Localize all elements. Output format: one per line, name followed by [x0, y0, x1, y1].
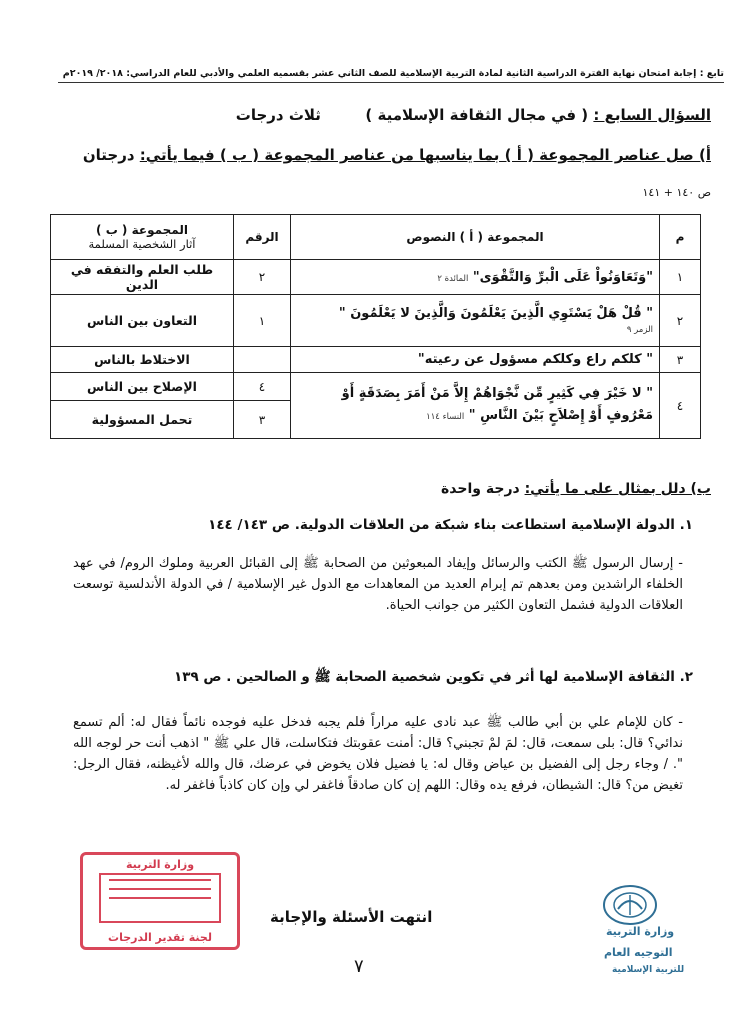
row-text: [291, 347, 660, 373]
row-source: الزمر ٩: [626, 324, 653, 335]
item-2-text: ٢. الثقافة الإسلامية لها أثر في تكوين شخصية الصحابة ﷺ و الصالحين .: [226, 669, 693, 685]
matching-table: [50, 214, 701, 439]
header-group-b: [51, 215, 234, 260]
logo-line-2: التوجيه العام: [604, 946, 673, 959]
part-a-label: أ) صل عناصر المجموعة ( أ ) بما يناسبها من عناصر المجموعة ( ب ) فيما يأتي:: [139, 146, 711, 164]
row-trait: التعاون بين الناس: [51, 295, 234, 347]
grading-stamp: [80, 852, 240, 950]
row-trait: الاختلاط بالناس: [51, 347, 234, 373]
row-rank: [234, 347, 291, 373]
logo-line-1: وزارة التربية: [606, 925, 675, 938]
question-number: السؤال السابع :: [593, 106, 711, 124]
answer-2-paragraph: - كان للإمام علي بن أبي طالب ﷺ عبد نادى عليه مراراً فلم يجبه فدخل عليه فوجده نائماً فقال له: ألم تسمع ندائي؟ قال: بلى سمعت، قال: لمَ لمْ تجبني؟ قال: أمنت عقوبتك فتكاسلت، قال علي ﷺ " اذهب أنت حر لوجه الله ". / وجاء رجل إلى الفضيل بن عياض وقال له: يا فضيل فلان يخوض في عرضك، قال والله لأغيظنه، فقال الرجل: تغيض من؟ قال: الشيطان، فرفع يده وقال: اللهم إن كان صادقاً فاغفر لي وإن كان كاذباً فاغفر له.: [73, 715, 683, 793]
table-row: [51, 347, 701, 373]
table-row: [51, 260, 701, 295]
row-trait: تحمل المسؤولية: [51, 401, 234, 439]
row-trait: الإصلاح بين الناس: [51, 373, 234, 401]
question-marks: ثلاث درجات: [235, 106, 321, 124]
row-text-content: " كلكم راع وكلكم مسؤول عن رعيته": [417, 352, 653, 367]
row-source: النساء ١١٤: [426, 412, 465, 422]
part-a-marks: درجتان: [82, 146, 135, 164]
table-header-row: [51, 215, 701, 260]
header-group-b-title: المجموعة ( ب ): [96, 223, 188, 237]
row-text: [291, 295, 660, 347]
row-rank: ٣: [234, 401, 291, 439]
row-rank: ٤: [234, 373, 291, 401]
row-trait: طلب العلم والتفقه في الدين: [51, 260, 234, 295]
table-row: [51, 295, 701, 347]
document-header: تابع : إجابة امتحان نهاية الفترة الدراسية الثانية لمادة التربية الإسلامية للصف الثاني عشر بقسميه العلمي والأدبي للعام الدراسي: ٢٠١٨/ ٢٠١٩م: [58, 68, 724, 83]
item-1-text: ١. الدولة الإسلامية استطاعت بناء شبكة من العلاقات الدولية.: [294, 517, 693, 533]
answer-1-paragraph: - إرسال الرسول ﷺ الكتب والرسائل وإيفاد المبعوثين من الصحابة ﷺ إلى القبائل العربية وملوك الروم/ في عهد الخلفاء الراشدين ومن بعدهم تم إبرام العديد من المعاهدات مع الدول غير الإسلامية / في الدولة الأندلسية توسعت العلاقات الدولية فشمل التعاون الكثير من جوانب الحياة.: [73, 556, 683, 613]
row-num: ٢: [660, 295, 701, 347]
part-b-item-1: [208, 517, 693, 533]
table-row: [51, 373, 701, 401]
row-rank: ١: [234, 295, 291, 347]
header-rank: الرقم: [234, 215, 291, 260]
part-b-label: ب) دلل بمثال على ما يأتي:: [524, 481, 711, 497]
page-number: ٧: [354, 956, 364, 977]
row-num: ٣: [660, 347, 701, 373]
question-domain: ( في مجال الثقافة الإسلامية ): [365, 106, 589, 124]
row-rank: ٢: [234, 260, 291, 295]
stamp-top-text: وزارة التربية: [125, 858, 195, 871]
row-source: المائدة ٢: [437, 273, 469, 284]
item-1-ref: ص ١٤٣/ ١٤٤: [208, 517, 291, 533]
end-of-exam-text: انتهت الأسئلة والإجابة: [270, 908, 433, 926]
row-num: ١: [660, 260, 701, 295]
part-a-heading: [83, 146, 711, 164]
part-b-item-2: [174, 668, 693, 688]
header-num: م: [660, 215, 701, 260]
question-title: [236, 106, 711, 124]
header-group-b-sub: آثار الشخصية المسلمة: [88, 237, 196, 251]
item-2-ref: ص ١٣٩: [173, 669, 222, 685]
row-text-content: "وَتَعَاوَنُواْ عَلَى الْبرِّ وَالتَّقْوَى": [472, 269, 653, 285]
row-text-content: " قُلْ هَلْ يَسْتَوِي الَّذِينَ يَعْلَمُونَ وَالَّذِينَ لا يَعْلَمُونَ ": [338, 305, 653, 321]
part-a-page-ref: ص ١٤٠ + ١٤١: [642, 186, 711, 199]
part-b-marks: درجة واحدة: [441, 481, 520, 497]
row-text: [291, 260, 660, 295]
logo-line-3: للتربية الإسلامية: [612, 965, 685, 975]
stamp-bottom-text: لجنة تقدير الدرجات: [108, 931, 212, 944]
stamp-inner-frame: [99, 873, 221, 923]
row-text-content: " لا خَيْرَ فِي كَثِيرٍ مِّن نَّجْوَاهُمْ إِلاَّ مَنْ أَمَرَ بِصَدَقَةٍ أَوْ مَعْرُوفٍ أَوْ إِصْلاَحٍ بَيْنَ النَّاسِ ": [341, 386, 653, 423]
ministry-logo-icon: [600, 883, 660, 927]
part-b-heading: [441, 481, 711, 497]
row-num: ٤: [660, 373, 701, 439]
row-text: [291, 373, 660, 439]
header-group-a: المجموعة ( أ ) النصوص: [291, 215, 660, 260]
